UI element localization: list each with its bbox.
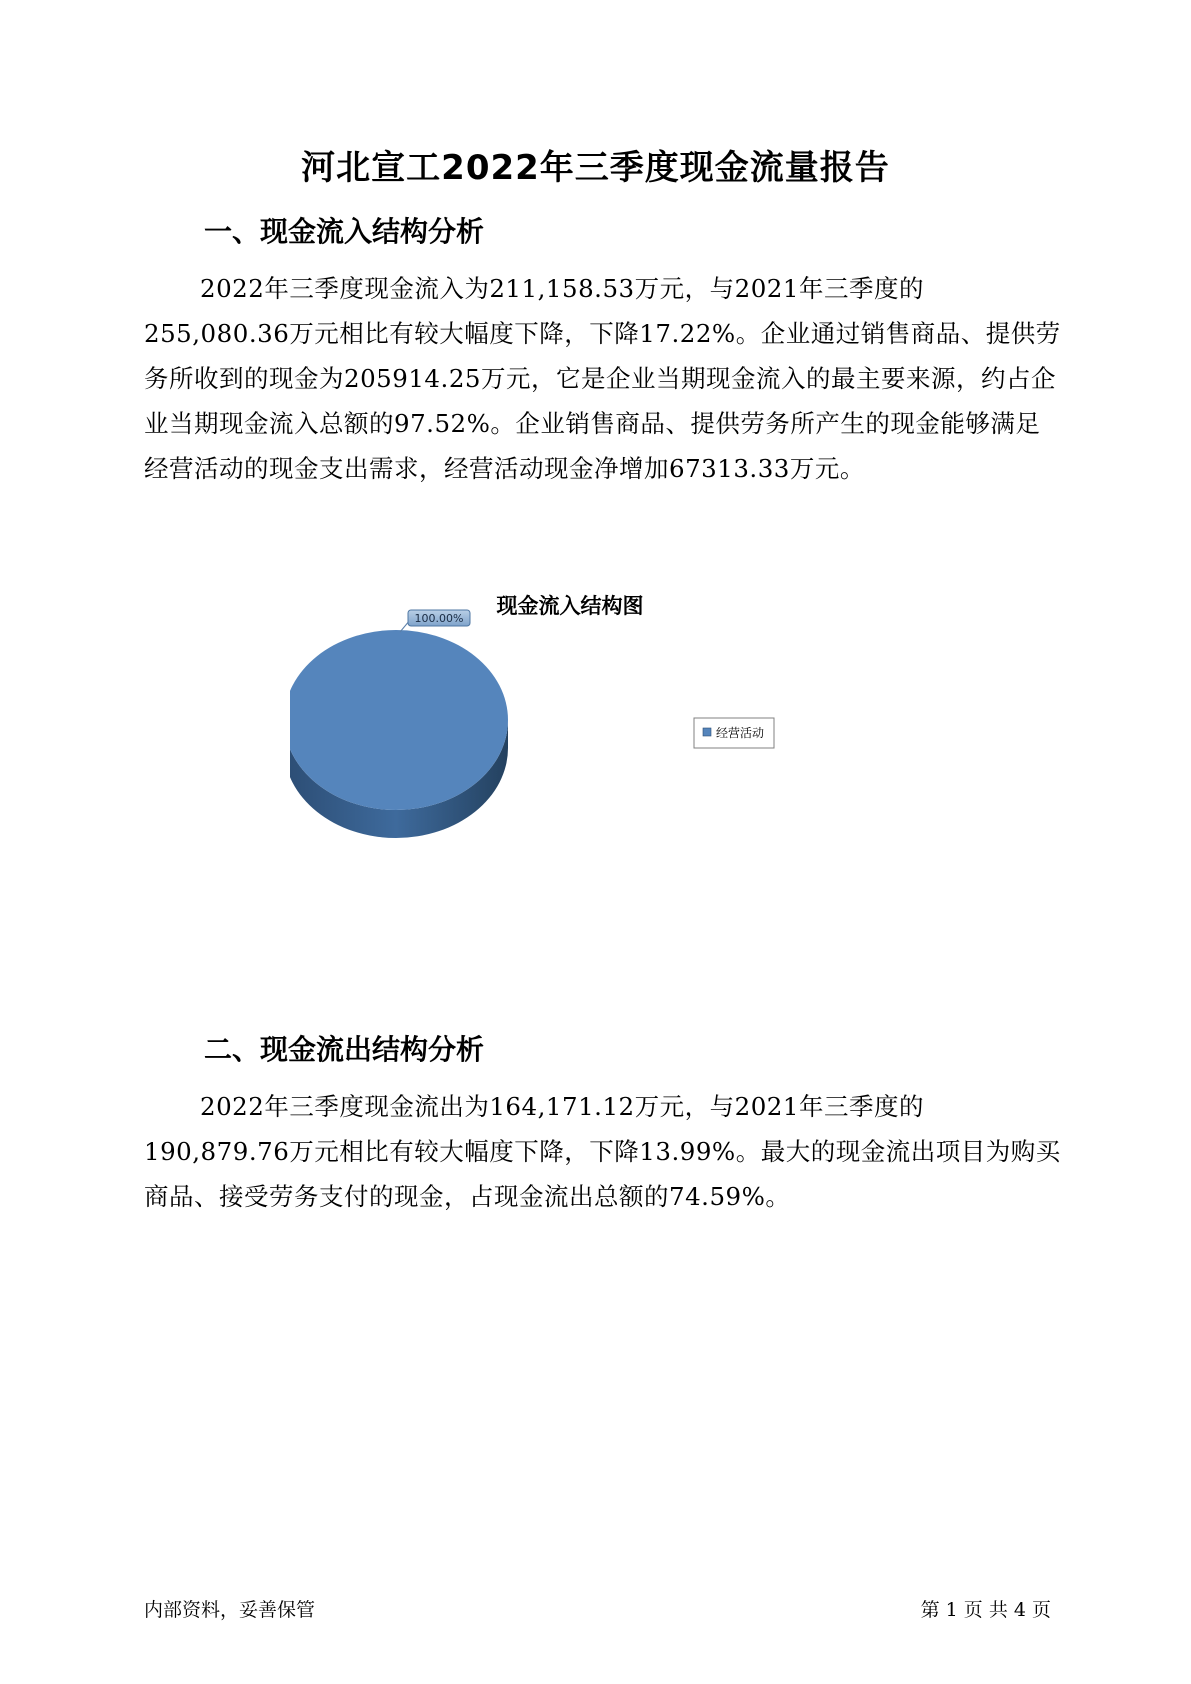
footer-page-number: 第 1 页 共 4 页 [920, 1599, 1051, 1621]
section1-heading: 一、现金流入结构分析 [204, 215, 485, 248]
chart-title: 现金流入结构图 [496, 594, 644, 618]
section1-paragraph: 2022年三季度现金流入为211,158.53万元，与2021年三季度的255,080.36万元相比有较大幅度下降，下降17.22%。企业通过销售商品、提供劳务所收到的现金为205914.25万元，它是企业当期现金流入的最主要来源，约占企业当期现金流入总额的97.52%。企业销售商品、提供劳务所产生的现金能够满足经营活动的现金支出需求，经营活动现金净增加67313.33万元。 [144, 274, 1061, 483]
section2-paragraph: 2022年三季度现金流出为164,171.12万元，与2021年三季度的190,879.76万元相比有较大幅度下降，下降13.99%。最大的现金流出项目为购买商品、接受劳务支付的现金，占现金流出总额的74.59%。 [144, 1092, 1061, 1211]
legend-swatch [703, 728, 711, 736]
legend-label: 经营活动 [716, 726, 765, 740]
pie-slice [290, 630, 508, 810]
section2-heading: 二、现金流出结构分析 [204, 1033, 485, 1066]
pie-chart-svg [290, 590, 850, 910]
data-label: 100.00% [414, 612, 464, 625]
page-title: 河北宣工2022年三季度现金流量报告 [301, 148, 890, 188]
cash-inflow-chart [290, 590, 850, 910]
footer-confidential-note: 内部资料，妥善保管 [144, 1599, 316, 1621]
